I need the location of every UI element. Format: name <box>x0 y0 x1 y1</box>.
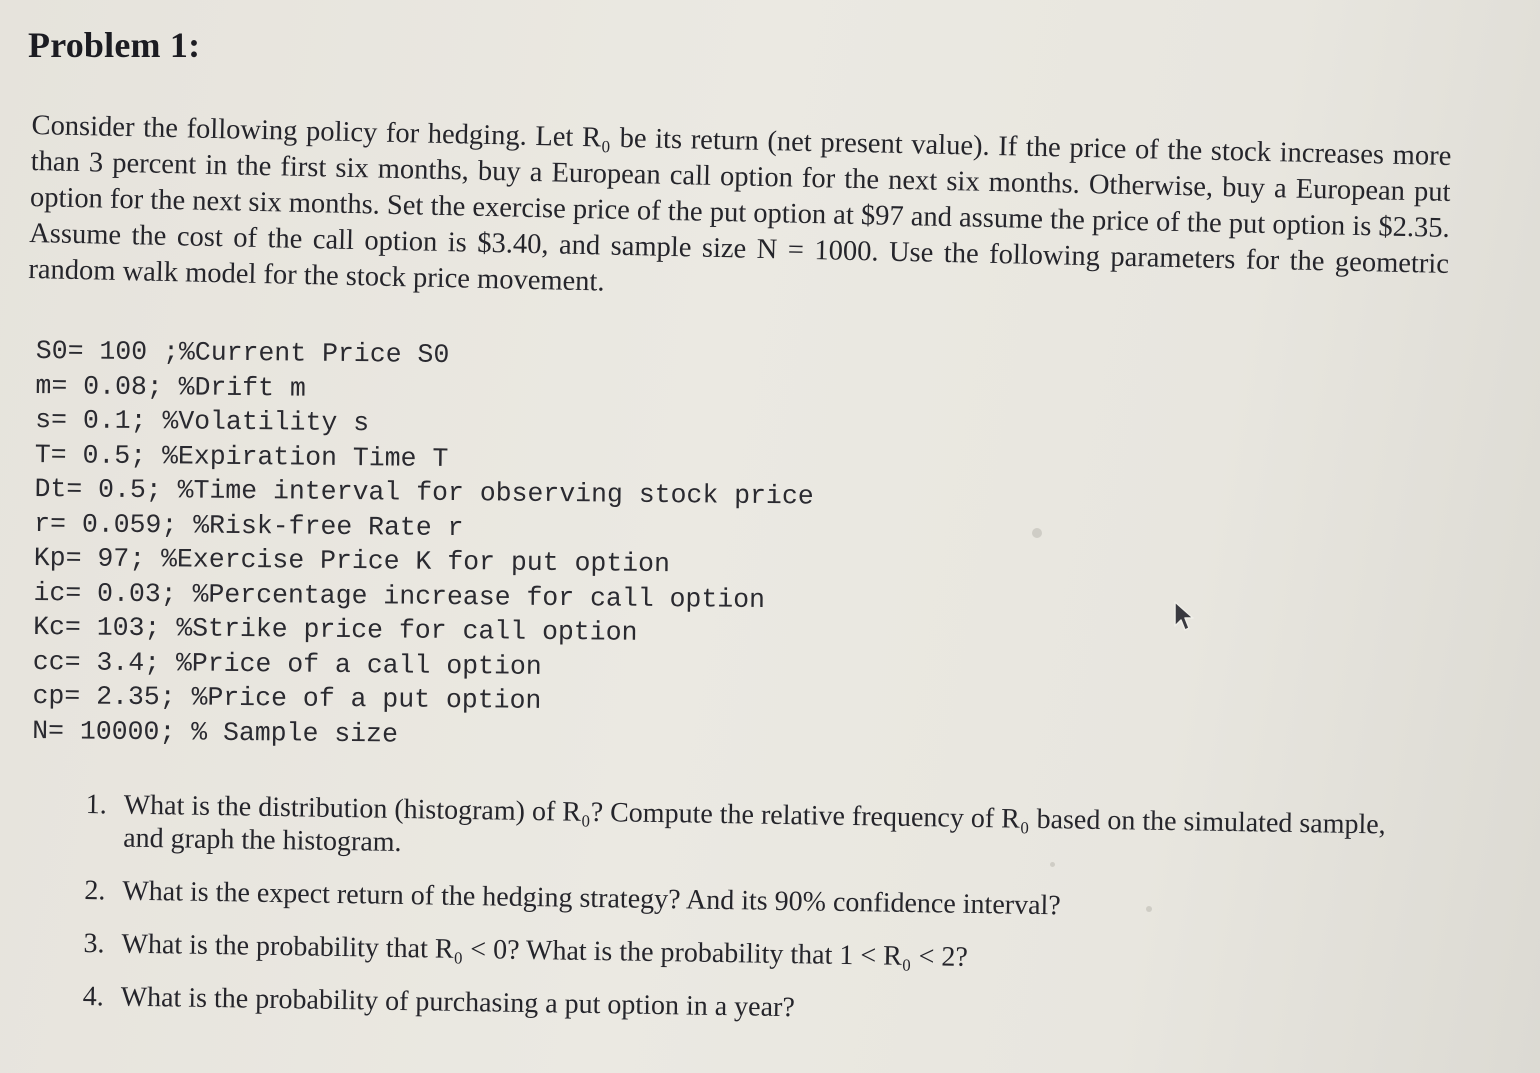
question-text: What is the distribution (histogram) of R₀? Compute the relative frequency of R₀ based on the simulated sample, and graph the histogram. <box>122 789 1386 858</box>
mouse-pointer-icon <box>1172 600 1196 632</box>
code-line: Kc= 103; %Strike price for call option <box>33 611 638 648</box>
code-line: T= 0.5; %Expiration Time T <box>34 439 449 474</box>
code-line: cc= 3.4; %Price of a call option <box>32 646 542 682</box>
question-number: 4. <box>82 980 104 1013</box>
code-line: r= 0.059; %Risk-free Rate r <box>34 508 464 543</box>
question-number: 1. <box>85 788 107 821</box>
question-item <box>83 927 1423 981</box>
code-line: ic= 0.03; %Percentage increase for call option <box>33 577 766 615</box>
paper-spot <box>1032 528 1042 538</box>
problem-title: Problem 1: <box>28 25 201 65</box>
question-text: What is the expect return of the hedging strategy? And its 90% confidence interval? <box>122 875 1061 922</box>
code-line: Dt= 0.5; %Time interval for observing stock price <box>34 473 814 512</box>
parameter-code-block <box>32 334 815 755</box>
code-line: m= 0.08; %Drift m <box>35 370 306 404</box>
question-item <box>82 980 1422 1034</box>
code-line: s= 0.1; %Volatility s <box>35 404 370 439</box>
code-line: N= 10000; % Sample size <box>32 715 399 749</box>
code-line: S0= 100 ;%Current Price S0 <box>35 335 450 370</box>
question-text: What is the probability that R₀ < 0? What is the probability that 1 < R₀ < 2? <box>121 928 969 973</box>
question-number: 3. <box>83 927 105 960</box>
question-number: 2. <box>84 874 106 907</box>
question-item <box>85 788 1426 875</box>
question-list <box>82 788 1426 1054</box>
code-line: Kp= 97; %Exercise Price K for put option <box>33 542 671 580</box>
code-line: cp= 2.35; %Price of a put option <box>32 680 542 716</box>
paper-spot <box>1146 906 1152 912</box>
question-text: What is the probability of purchasing a put option in a year? <box>120 981 796 1024</box>
problem-intro: Consider the following policy for hedging. Let R₀ be its return (net present value). If the price of the stock increases more than 3 percent in the first six months, buy a European call option for the next six months. Otherwise, buy a European put option for the next six months. Set the exercise price of the put option at $97 and assume the price of the put option is $2.35. Assume the cost of the call option is $3.40, and sample size N = 1000. Use the following parameters for the geometric random walk model for the stock price movement. <box>28 109 1452 298</box>
question-item <box>84 874 1424 928</box>
paper-spot <box>1050 862 1055 867</box>
